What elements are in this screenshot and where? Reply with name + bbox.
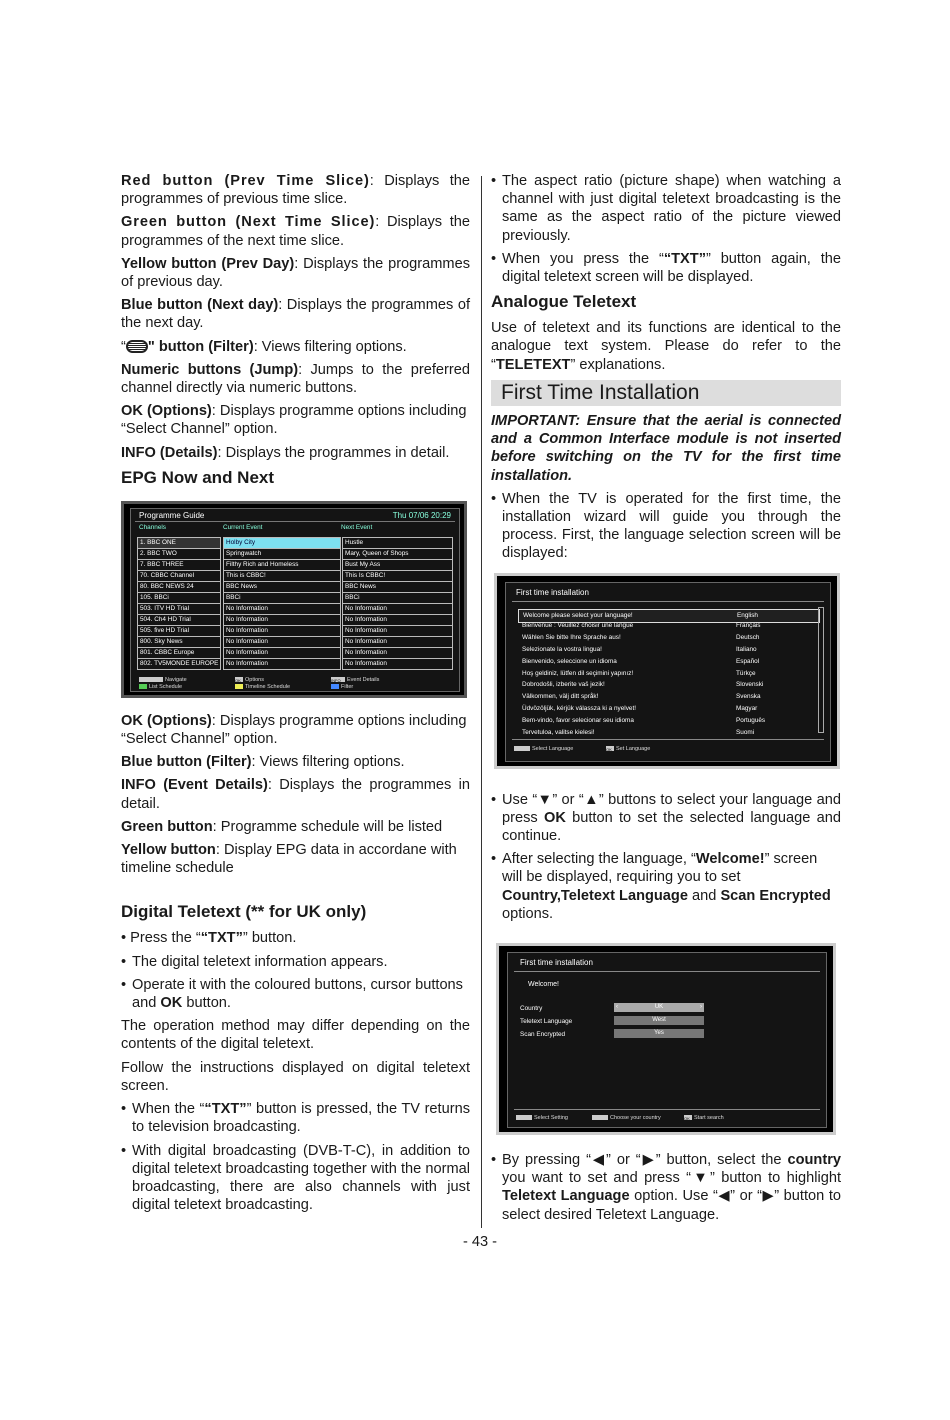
select-country-note: • By pressing “◀” or “▶” button, select the country you want to set and press “▼” button to highlight Teletext Language option. Use “◀” or “▶” button to select desired Teletext Language.	[491, 1151, 841, 1224]
epg-channel-cell[interactable]: 800. Sky News	[137, 637, 221, 648]
epg-next-cell[interactable]: This Is CBBC!	[342, 571, 453, 582]
epg-legend-list: List Schedule	[139, 684, 182, 691]
numeric-buttons-desc: Numeric buttons (Jump): Jumps to the preferred channel directly via numeric buttons.	[121, 361, 471, 397]
language-screenshot	[494, 573, 840, 769]
epg-next-cell[interactable]: BBCi	[342, 593, 453, 604]
language-name: Español	[736, 657, 760, 665]
language-row[interactable]	[518, 668, 818, 680]
first-time-installation-title: First Time Installation	[491, 380, 841, 406]
language-prompt: Hoş geldiniz, lütfen dil seçimini yapınız!	[522, 669, 634, 677]
info-details-desc: INFO (Details): Displays the programmes in detail.	[121, 444, 450, 461]
language-name: Italiano	[736, 646, 757, 654]
epg-channel-list	[137, 537, 221, 670]
language-row[interactable]	[518, 727, 818, 739]
tt-operation-method: The operation method may differ depending on the contents of the digital teletext.	[121, 1018, 470, 1053]
epg-current-cell[interactable]: BBC News	[223, 582, 341, 593]
txt-again-note: • When you press the ““TXT”” button again, the digital teletext screen will be displayed.	[491, 250, 841, 286]
tt-info-appears: • The digital teletext information appears.	[121, 953, 470, 971]
select-language-note: • Use “▼” or “▲” buttons to select your language and press OK button to set the selected language and continue.	[491, 791, 841, 846]
epg-screenshot	[121, 501, 467, 698]
blue-filter-desc: Blue button (Filter): Views filtering options.	[121, 754, 405, 771]
language-panel	[505, 582, 831, 762]
language-row[interactable]	[518, 620, 818, 632]
epg-next-cell[interactable]: No Information	[342, 615, 453, 626]
scan-encrypted-selector[interactable]: Yes	[614, 1029, 704, 1038]
left-arrow-icon: ◀	[717, 1188, 731, 1205]
epg-panel	[130, 508, 460, 692]
epg-current-cell[interactable]: Springwatch	[223, 549, 341, 560]
epg-next-cell[interactable]: No Information	[342, 626, 453, 637]
language-name: Português	[736, 716, 766, 724]
epg-current-cell[interactable]: Holby City	[223, 538, 341, 549]
language-name: English	[737, 611, 758, 619]
epg-col-next: Next Event	[341, 523, 373, 531]
scan-encrypted-label: Scan Encrypted	[520, 1031, 566, 1039]
welcome-legend-select: Select Setting	[516, 1115, 568, 1122]
digital-teletext-heading: Digital Teletext (** for UK only)	[121, 902, 367, 922]
language-name: Türkçe	[736, 669, 756, 677]
epg-current-cell[interactable]: No Information	[223, 648, 341, 659]
language-row[interactable]	[518, 691, 818, 703]
epg-channel-cell[interactable]: 801. CBBC Europe	[137, 648, 221, 659]
epg-next-cell[interactable]: BBC News	[342, 582, 453, 593]
language-row[interactable]	[518, 679, 818, 691]
down-arrow-icon: ▼	[537, 791, 553, 808]
epg-current-cell[interactable]: No Information	[223, 626, 341, 637]
epg-next-cell[interactable]: Hustle	[342, 538, 453, 549]
down-arrow-icon: ▼	[690, 1170, 710, 1187]
epg-legend-timeline: Timeline Schedule	[235, 684, 290, 691]
language-row[interactable]	[518, 644, 818, 656]
ok-options-desc-2: OK (Options): Displays programme options including “Select Channel” option.	[121, 712, 467, 748]
epg-current-list	[223, 537, 341, 670]
important-note: IMPORTANT: Ensure that the aerial is connected and a Common Interface module is not inserted before switching on the TV for the first time installation.	[491, 413, 841, 484]
epg-current-cell[interactable]: No Information	[223, 615, 341, 626]
welcome-screenshot	[496, 943, 836, 1135]
language-prompt: Dobrodošli, izberite vaš jezik!	[522, 681, 605, 689]
language-row[interactable]	[518, 715, 818, 727]
right-arrow-icon: ▶	[762, 1188, 775, 1205]
epg-legend-event: INFO Event Details	[331, 676, 380, 683]
welcome-screen-title: First time installation	[520, 958, 593, 968]
language-name: Svenska	[736, 693, 761, 701]
country-left-arrow-icon[interactable]: ‹	[616, 1004, 618, 1011]
epg-col-channels: Channels	[139, 523, 167, 531]
language-prompt: Welcome please select your language!	[523, 611, 633, 619]
epg-channel-cell[interactable]: 504. Ch4 HD Trial	[137, 615, 221, 626]
language-name: Slovenski	[736, 681, 764, 689]
analogue-teletext-heading: Analogue Teletext	[491, 292, 637, 312]
epg-channel-cell[interactable]: 105. BBCi	[137, 593, 221, 604]
epg-legend-filter: Filter	[331, 684, 353, 691]
epg-current-cell[interactable]: No Information	[223, 637, 341, 648]
language-screen-title: First time installation	[516, 587, 589, 597]
epg-datetime: Thu 07/06 20:29	[392, 510, 451, 520]
epg-current-cell[interactable]: No Information	[223, 604, 341, 615]
language-prompt: Bienvenue : Veuillez choisir une langue	[522, 622, 634, 630]
yellow-button-desc: Yellow button (Prev Day): Displays the programmes of previous day.	[121, 255, 470, 291]
yellow-timeline-desc: Yellow button: Display EPG data in accordane with timeline schedule	[121, 842, 457, 877]
epg-col-current: Current Event	[223, 523, 263, 531]
epg-next-cell[interactable]: No Information	[342, 648, 453, 659]
epg-channel-cell[interactable]: 2. BBC TWO	[137, 549, 221, 560]
wizard-note: • When the TV is operated for the first time, the installation wizard will guide you through the process. First, the language selection screen will be displayed:	[491, 490, 841, 563]
filter-button-desc: “ " button (Filter): Views filtering options.	[121, 338, 407, 355]
red-button-desc: Red button (Prev Time Slice): Displays the programmes of previous time slice.	[121, 173, 470, 208]
left-arrow-icon: ◀	[590, 1152, 607, 1169]
page-number: - 43 -	[462, 1234, 498, 1250]
epg-legend-options: OK Options	[235, 676, 264, 683]
epg-next-cell[interactable]: No Information	[342, 659, 453, 670]
language-prompt: Tervetuloa, valitse kielesi!	[522, 728, 595, 736]
epg-channel-cell[interactable]: 80. BBC NEWS 24	[137, 582, 221, 593]
epg-current-cell[interactable]: BBCi	[223, 593, 341, 604]
welcome-panel	[507, 952, 827, 1128]
language-prompt: Wählen Sie bitte Ihre Sprache aus!	[522, 634, 621, 642]
green-button-desc: Green button (Next Time Slice): Displays the programmes of the next time slice.	[121, 214, 470, 249]
blue-button-desc: Blue button (Next day): Displays the programmes of the next day.	[121, 297, 470, 332]
epg-heading: EPG Now and Next	[121, 467, 275, 487]
epg-next-list	[342, 537, 453, 670]
language-name: Suomi	[736, 728, 755, 736]
info-event-desc: INFO (Event Details): Displays the programmes in detail.	[121, 777, 470, 812]
epg-channel-cell[interactable]: 7. BBC THREE	[137, 560, 221, 571]
epg-next-cell[interactable]: Bust My Ass	[342, 560, 453, 571]
tt-dvb: • With digital broadcasting (DVB-T-C), in addition to digital teletext broadcasting together with the normal broadcasting, there are also channels with just digital teletext broadcasting.	[121, 1142, 470, 1215]
language-name: Magyar	[736, 705, 758, 713]
filter-icon	[126, 340, 148, 353]
teletext-language-label: Teletext Language	[520, 1018, 573, 1026]
lang-legend-select: Select Language	[514, 746, 573, 753]
epg-current-cell[interactable]: This is CBBC!	[223, 571, 341, 582]
epg-channel-cell[interactable]: 503. ITV HD Trial	[137, 604, 221, 615]
right-arrow-icon: ▶	[640, 1152, 656, 1169]
tt-press-txt: • Press the ““TXT”” button.	[121, 930, 297, 947]
green-schedule-desc: Green button: Programme schedule will be listed	[121, 818, 443, 835]
language-prompt: Selezionate la vostra lingua!	[522, 646, 602, 654]
aspect-ratio-note: • The aspect ratio (picture shape) when watching a channel with just digital teletext broadcasting is the same as the aspect ratio of the picture viewed previously.	[491, 172, 841, 245]
epg-next-cell[interactable]: Mary, Queen of Shops	[342, 549, 453, 560]
language-row[interactable]	[518, 632, 818, 644]
epg-channel-cell[interactable]: 802. TV5MONDE EUROPE	[137, 659, 221, 670]
ok-options-desc: OK (Options): Displays programme options including “Select Channel” option.	[121, 403, 467, 438]
tt-follow: Follow the instructions displayed on digital teletext screen.	[121, 1059, 470, 1094]
tt-returns: • When the ““TXT”” button is pressed, the TV returns to television broadcasting.	[121, 1100, 470, 1136]
welcome-text: Welcome!	[528, 981, 559, 989]
language-prompt: Bienvenido, seleccione un idioma	[522, 657, 617, 665]
analogue-teletext-desc: Use of teletext and its functions are identical to the analogue text system. Please do refer to the “TELETEXT” explanations.	[491, 320, 841, 373]
language-row[interactable]	[518, 703, 818, 715]
epg-next-cell[interactable]: No Information	[342, 604, 453, 615]
tt-operate: • Operate it with the coloured buttons, cursor buttons and OK button.	[121, 976, 470, 1012]
country-right-arrow-icon[interactable]: ›	[700, 1004, 702, 1011]
language-prompt: Välkommen, välj ditt språk!	[522, 693, 599, 701]
welcome-note: • After selecting the language, “Welcome!” screen will be displayed, requiring you to set Country,Teletext Language and Scan Encrypted options.	[491, 850, 841, 923]
up-arrow-icon: ▲	[583, 791, 599, 808]
language-scrollbar[interactable]	[818, 607, 824, 733]
epg-channel-cell[interactable]: 70. CBBC Channel	[137, 571, 221, 582]
language-prompt: Bem-vindo, favor selecionar seu idioma	[522, 716, 634, 724]
epg-current-cell[interactable]: No Information	[223, 659, 341, 670]
language-prompt: Üdvözöljük, kérjük válassza ki a nyelvet!	[522, 705, 637, 713]
welcome-legend-choose: Choose your country	[592, 1115, 661, 1122]
epg-legend-navigate: Navigate	[139, 677, 187, 684]
left-column	[121, 172, 470, 1219]
right-column	[491, 172, 841, 1229]
epg-channel-cell[interactable]: 1. BBC ONE	[137, 538, 221, 549]
lang-legend-set: OK Set Language	[606, 745, 651, 752]
teletext-language-selector[interactable]: West	[614, 1016, 704, 1025]
epg-title: Programme Guide	[139, 510, 205, 520]
epg-next-cell[interactable]: No Information	[342, 637, 453, 648]
language-row[interactable]	[518, 656, 818, 668]
epg-current-cell[interactable]: Filthy Rich and Homeless	[223, 560, 341, 571]
epg-channel-cell[interactable]: 505. five HD Trial	[137, 626, 221, 637]
country-selector[interactable]: ‹ UK ›	[616, 1004, 702, 1011]
language-name: Deutsch	[736, 634, 760, 642]
column-divider	[481, 176, 482, 1228]
welcome-legend-start: OK Start search	[684, 1115, 724, 1122]
country-label: Country	[520, 1005, 543, 1013]
language-name: Français	[736, 622, 761, 630]
